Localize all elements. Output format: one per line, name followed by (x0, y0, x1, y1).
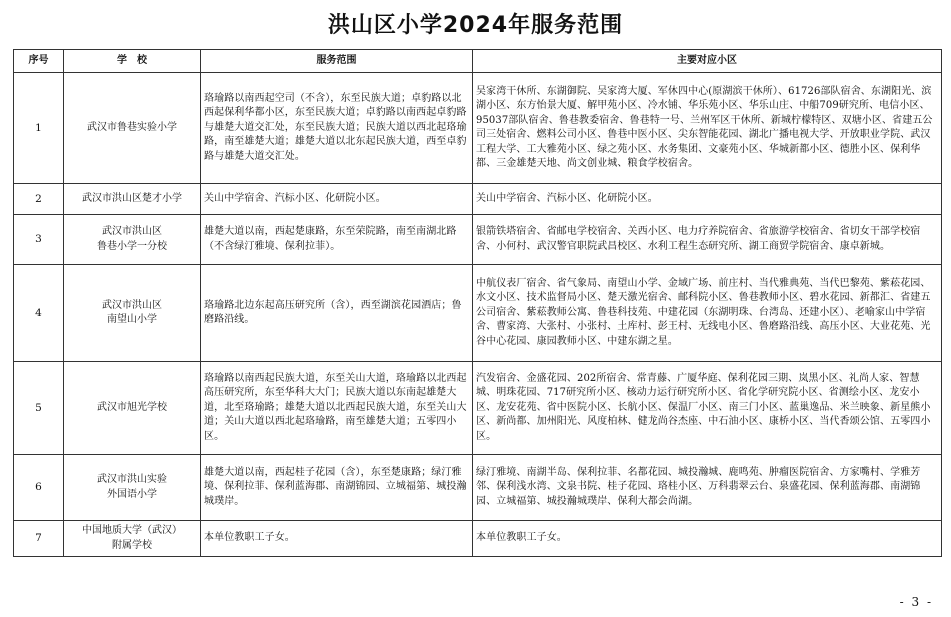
page-number: - 3 - (899, 595, 933, 609)
row-school: 武汉市洪山区楚才小学 (64, 184, 201, 215)
header-area: 主要对应小区 (473, 50, 942, 73)
row-num: 4 (14, 265, 64, 362)
row-area: 本单位教职工子女。 (473, 521, 942, 557)
row-area: 关山中学宿舍、汽标小区、化研院小区。 (473, 184, 942, 215)
header-range: 服务范围 (201, 50, 473, 73)
row-range: 关山中学宿舍、汽标小区、化研院小区。 (201, 184, 473, 215)
row-school: 武汉市洪山区 鲁巷小学一分校 (64, 215, 201, 265)
row-school: 武汉市鲁巷实验小学 (64, 73, 201, 184)
header-school: 学 校 (64, 50, 201, 73)
row-num: 6 (14, 455, 64, 521)
row-num: 3 (14, 215, 64, 265)
header-num: 序号 (14, 50, 64, 73)
table-row (14, 455, 942, 521)
row-range: 雄楚大道以南，西起桂子花园（含），东至楚康路；绿汀雅境、保利拉菲、保利蓝海郡、南湖锦园、立城福第、城投瀚城璞岸。 (201, 455, 473, 521)
table-row (14, 362, 942, 455)
row-area: 中航仪表厂宿舍、省气象局、南望山小学、金域广场、前庄村、当代雅典苑、当代巴黎苑、紫菘花园、水文小区、技术监督局小区、楚天激光宿舍、邮科院小区、鲁巷教师小区、碧水花园、新都汇、省建五公司宿舍、紫菘教师公寓、鲁巷科技苑、中建花园（东湖明珠、台湾岛、还建小区）、老喻家山中学宿舍、曹家湾、大张村、小张村、土库村、彭王村、无线电小区、鲁磨路沿线、高压小区、大业花苑、光谷中心花园、康园教师小区、中建东湖之星。 (473, 265, 942, 362)
table-row (14, 215, 942, 265)
row-num: 5 (14, 362, 64, 455)
table-row (14, 184, 942, 215)
row-range: 雄楚大道以南，西起楚康路，东至荣院路，南至南湖北路（不含绿汀雅境、保利拉菲）。 (201, 215, 473, 265)
row-area: 绿汀雅境、南湖半岛、保利拉菲、名都花园、城投瀚城、鹿鸣苑、肿瘤医院宿舍、方家嘴村、学雅芳邻、保利浅水湾、文泉书院、桂子花园、珞桂小区、万科翡翠云台、泉盛花园、保利蓝海郡、南湖锦园、立城福第、城投瀚城璞岸、保利大都会尚湖。 (473, 455, 942, 521)
row-num: 2 (14, 184, 64, 215)
row-area: 汽发宿舍、金盛花园、202所宿舍、常青藤、广厦华庭、保利花园三期、岚黑小区、礼尚人家、智慧城、明珠花园、717研究所小区、核动力运行研究所小区、省化学研究院小区、省测绘小区、龙安小区、龙安花苑、省中医院小区、长航小区、保温厂小区、南三门小区、蓝巢逸品、米兰映象、新星熊小区、新尚都、加州阳光、风度柏林、健龙尚谷杰座、中石油小区、康桥小区、当代香颂公馆、五零四小区。 (473, 362, 942, 455)
row-area: 银箭铁塔宿舍、省邮电学校宿舍、关西小区、电力疗养院宿舍、省旅游学校宿舍、省切女干部学校宿舍、小何村、武汉警官职院武昌校区、水利工程生态研究所、湖工商贸学院宿舍、康卓新城。 (473, 215, 942, 265)
row-range: 本单位教职工子女。 (201, 521, 473, 557)
row-num: 7 (14, 521, 64, 557)
row-range: 珞瑜路以南西起民族大道，东至关山大道，珞瑜路以北西起高压研究所，东至华科大大门；民族大道以东南起雄楚大道，北至珞瑜路；雄楚大道以北西起民族大道，东至关山大道；关山大道以西北起珞瑜路，南至雄楚大道；五零四小区。 (201, 362, 473, 455)
row-school: 中国地质大学（武汉） 附属学校 (64, 521, 201, 557)
table-header-row (14, 50, 942, 73)
table-row (14, 521, 942, 557)
row-num: 1 (14, 73, 64, 184)
row-area: 吴家湾干休所、东湖御院、吴家湾大厦、军休四中心(原湖滨干休所）、61726部队宿舍、东湖阳光、滨湖小区、东方怡景大厦、解甲苑小区、冷水铺、华乐苑小区、华乐山庄、中船709研究所、电信小区、95037部队宿舍、鲁巷教委宿舍、鲁巷特一号、兰州军区干休所、新城柠檬特区、双塘小区、省建五公司三处宿舍、燃料公司小区、鲁巷中医小区、尖东智能花园、湖北广播电视大学、开放职业学院、武汉工程大学、工大雅苑小区、绿之苑小区、水务集团、文豪苑小区、华城新都小区、德胜小区、保利华都、三金雄楚天地、尚文创业城、粮食学校宿舍。 (473, 73, 942, 184)
service-area-table (13, 49, 942, 557)
row-range: 珞瑜路以南西起空司（不含），东至民族大道；卓豹路以北西起保利华都小区，东至民族大道；卓豹路以南西起卓豹路与雄楚大道交汇处，东至民族大道；民族大道以西北起珞瑜路，南至雄楚大道；雄楚大道以北东起民族大道，西至卓豹路与雄楚大道交汇处。 (201, 73, 473, 184)
document-title: 洪山区小学2024年服务范围 (327, 13, 624, 38)
row-range: 珞瑜路北边东起高压研究所（含），西至湖滨花园酒店；鲁磨路沿线。 (201, 265, 473, 362)
table-row (14, 73, 942, 184)
row-school: 武汉市洪山区 南望山小学 (64, 265, 201, 362)
row-school: 武汉市旭光学校 (64, 362, 201, 455)
table-row (14, 265, 942, 362)
row-school: 武汉市洪山实验 外国语小学 (64, 455, 201, 521)
